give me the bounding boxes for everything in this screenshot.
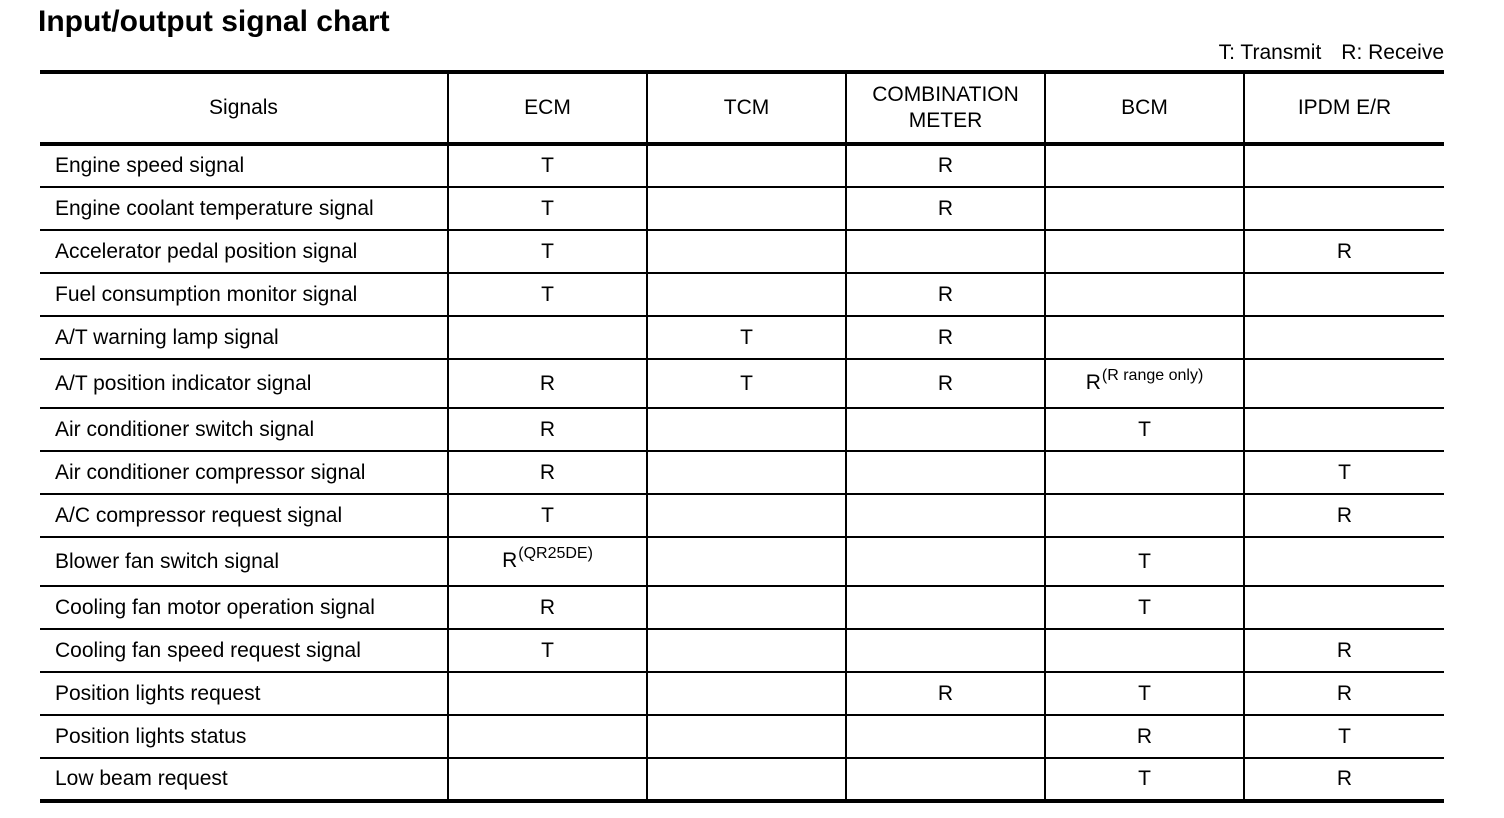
signal-name-cell: Blower fan switch signal (40, 537, 448, 586)
signal-cell (846, 408, 1045, 451)
signal-direction: T (541, 282, 554, 306)
signal-name-cell: Low beam request (40, 758, 448, 801)
signal-cell (1244, 230, 1444, 273)
signal-cell (647, 715, 846, 758)
signal-direction: R (1136, 724, 1153, 748)
signal-note: (R range only) (1101, 366, 1204, 384)
signal-cell (1045, 187, 1244, 230)
signal-direction: R (502, 548, 518, 572)
column-header-ecm: ECM (448, 72, 647, 144)
signal-cell (846, 451, 1045, 494)
signal-cell (1045, 408, 1244, 451)
table-row (40, 451, 1444, 494)
page-title: Input/output signal chart (38, 5, 390, 38)
signal-direction: R (1336, 239, 1353, 263)
signal-table (40, 70, 1444, 803)
signal-cell (647, 187, 846, 230)
signal-direction: T (541, 239, 554, 263)
signal-direction: R (539, 371, 556, 395)
signal-direction: T (1138, 595, 1151, 619)
table-body (40, 144, 1444, 801)
signal-cell (846, 494, 1045, 537)
signal-direction: R (1336, 767, 1353, 790)
signal-cell (1045, 144, 1244, 187)
column-header-bcm: BCM (1045, 72, 1244, 144)
signal-cell (448, 359, 647, 408)
signal-cell (647, 273, 846, 316)
signal-name-cell: Fuel consumption monitor signal (40, 273, 448, 316)
signal-cell (1045, 715, 1244, 758)
table-row (40, 316, 1444, 359)
signal-cell (1045, 758, 1244, 801)
signal-name-cell: Air conditioner compressor signal (40, 451, 448, 494)
signal-cell (1244, 494, 1444, 537)
signal-cell (846, 359, 1045, 408)
signal-cell (448, 144, 647, 187)
signal-direction: T (1138, 549, 1151, 573)
signal-name-cell: Position lights request (40, 672, 448, 715)
signal-cell (448, 230, 647, 273)
signal-cell (1244, 408, 1444, 451)
table-row (40, 537, 1444, 586)
signal-cell (647, 451, 846, 494)
signal-direction: R (1336, 638, 1353, 662)
table-row (40, 359, 1444, 408)
signal-direction: R (539, 460, 556, 484)
signal-cell (1244, 586, 1444, 629)
signal-direction: R (1336, 503, 1353, 527)
signal-cell (1045, 586, 1244, 629)
signal-name-cell: A/C compressor request signal (40, 494, 448, 537)
legend-receive: R: Receive (1341, 41, 1444, 64)
signal-cell (448, 537, 647, 586)
signal-cell (647, 230, 846, 273)
signal-direction: R (937, 681, 954, 705)
table-row (40, 758, 1444, 801)
signal-direction: R (937, 282, 954, 306)
signal-direction: R (937, 196, 954, 220)
signal-cell (1244, 359, 1444, 408)
signal-name-cell: A/T warning lamp signal (40, 316, 448, 359)
legend (1219, 40, 1444, 66)
signal-direction: T (541, 503, 554, 527)
signal-cell (1045, 273, 1244, 316)
signal-cell (647, 316, 846, 359)
signal-cell (1045, 359, 1244, 408)
signal-cell (846, 144, 1045, 187)
signal-direction: R (539, 417, 556, 441)
signal-cell (647, 629, 846, 672)
signal-name-cell: Engine speed signal (40, 144, 448, 187)
signal-cell (448, 672, 647, 715)
signal-cell (448, 408, 647, 451)
signal-direction: T (541, 154, 554, 177)
column-header-tcm: TCM (647, 72, 846, 144)
signal-direction: T (740, 371, 753, 395)
signal-cell (1244, 144, 1444, 187)
signal-direction: R (539, 595, 556, 619)
signal-cell (647, 144, 846, 187)
signal-cell (448, 494, 647, 537)
signal-direction: R (937, 371, 954, 395)
signal-cell (846, 537, 1045, 586)
signal-direction: T (1138, 681, 1151, 705)
signal-cell (1244, 629, 1444, 672)
signal-cell (1045, 451, 1244, 494)
signal-cell (448, 451, 647, 494)
signal-name-cell: Cooling fan speed request signal (40, 629, 448, 672)
signal-cell (1244, 758, 1444, 801)
signal-name-cell: Cooling fan motor operation signal (40, 586, 448, 629)
signal-direction: T (541, 638, 554, 662)
signal-direction: T (541, 196, 554, 220)
signal-name-cell: Accelerator pedal position signal (40, 230, 448, 273)
signal-cell (1045, 230, 1244, 273)
signal-cell (846, 187, 1045, 230)
signal-cell (846, 230, 1045, 273)
signal-cell (647, 537, 846, 586)
header-row (40, 72, 1444, 144)
signal-cell (647, 672, 846, 715)
signal-cell (1244, 672, 1444, 715)
column-header-signals: Signals (40, 72, 448, 144)
signal-direction: R (937, 325, 954, 349)
table-row (40, 230, 1444, 273)
signal-cell (647, 758, 846, 801)
table-row (40, 629, 1444, 672)
signal-direction: R (1085, 370, 1101, 394)
signal-cell (1045, 494, 1244, 537)
signal-name-cell: Engine coolant temperature signal (40, 187, 448, 230)
column-header-combination-meter: COMBINATION METER (846, 72, 1045, 144)
signal-cell (647, 408, 846, 451)
table-row (40, 187, 1444, 230)
signal-cell (448, 629, 647, 672)
signal-cell (846, 586, 1045, 629)
signal-cell (1045, 672, 1244, 715)
signal-direction: T (1338, 460, 1351, 484)
signal-cell (1244, 451, 1444, 494)
signal-cell (448, 316, 647, 359)
signal-cell (846, 629, 1045, 672)
signal-direction: T (1138, 417, 1151, 441)
signal-direction: R (1336, 681, 1353, 705)
signal-cell (647, 586, 846, 629)
signal-direction: R (937, 154, 954, 177)
signal-cell (1045, 629, 1244, 672)
table-row (40, 273, 1444, 316)
signal-cell (1244, 715, 1444, 758)
table-row (40, 408, 1444, 451)
signal-cell (846, 273, 1045, 316)
signal-cell (448, 758, 647, 801)
signal-cell (448, 586, 647, 629)
legend-transmit: T: Transmit (1218, 41, 1322, 64)
signal-direction: T (740, 325, 753, 349)
signal-cell (1244, 537, 1444, 586)
table-row (40, 672, 1444, 715)
table-row (40, 586, 1444, 629)
signal-cell (846, 715, 1045, 758)
table-row (40, 715, 1444, 758)
signal-cell (846, 758, 1045, 801)
signal-cell (1244, 273, 1444, 316)
signal-cell (846, 316, 1045, 359)
signal-name-cell: Air conditioner switch signal (40, 408, 448, 451)
signal-cell (647, 359, 846, 408)
column-header-ipdm-e-r: IPDM E/R (1244, 72, 1444, 144)
signal-cell (1045, 537, 1244, 586)
signal-name-cell: Position lights status (40, 715, 448, 758)
table-row (40, 494, 1444, 537)
signal-direction: T (1138, 767, 1151, 790)
signal-cell (448, 715, 647, 758)
signal-cell (647, 494, 846, 537)
signal-name-cell: A/T position indicator signal (40, 359, 448, 408)
signal-cell (1244, 316, 1444, 359)
signal-cell (1244, 187, 1444, 230)
table-row (40, 144, 1444, 187)
signal-cell (846, 672, 1045, 715)
signal-direction: T (1338, 724, 1351, 748)
signal-note: (QR25DE) (518, 544, 593, 562)
signal-cell (448, 187, 647, 230)
signal-cell (1045, 316, 1244, 359)
signal-cell (448, 273, 647, 316)
